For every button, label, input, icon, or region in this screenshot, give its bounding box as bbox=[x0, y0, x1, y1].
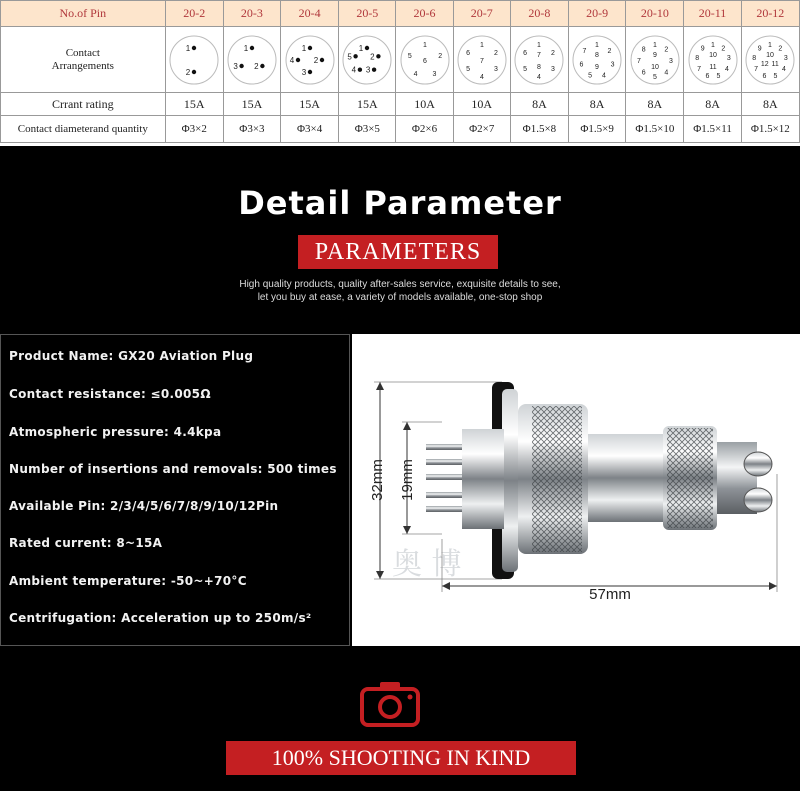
banner-title: Detail Parameter bbox=[238, 184, 562, 222]
pin-arrangement-diagram bbox=[456, 30, 508, 90]
pin-number: 5 bbox=[523, 65, 528, 73]
pin-arrangement-diagram bbox=[744, 30, 796, 90]
pin-number: 7 bbox=[696, 65, 701, 73]
diameter-cell: Φ1.5×8 bbox=[510, 116, 568, 143]
pin-number: 10 bbox=[766, 51, 775, 59]
diameter-cell: Φ1.5×10 bbox=[626, 116, 684, 143]
pin-diagram bbox=[569, 27, 626, 93]
rating-cell: 15A bbox=[281, 93, 339, 116]
pin-number: 3 bbox=[493, 65, 498, 73]
model-cell: 20-4 bbox=[281, 1, 339, 27]
model-cell: 20-8 bbox=[510, 1, 568, 27]
pin-number: 6 bbox=[762, 72, 767, 80]
pin-number: 1 bbox=[710, 41, 715, 49]
param-product-name: Product Name: GX20 Aviation Plug bbox=[9, 349, 254, 363]
pin-number: 3 bbox=[784, 54, 789, 62]
pin-number: 4 bbox=[602, 71, 606, 79]
pin-number: 7 bbox=[582, 47, 587, 55]
pin-dot bbox=[358, 67, 362, 71]
param-atmospheric-pressure: Atmospheric pressure: 4.4kpa bbox=[9, 425, 222, 439]
pin-number: 4 bbox=[289, 55, 294, 65]
rating-cell: 8A bbox=[741, 93, 799, 116]
pin-dot bbox=[250, 45, 254, 49]
arrangement-label-line1: Contact bbox=[65, 46, 100, 59]
header-row bbox=[1, 1, 800, 27]
pin-number: 5 bbox=[588, 71, 593, 79]
pin-number: 9 bbox=[652, 51, 657, 59]
rating-cell: 8A bbox=[684, 93, 741, 116]
connector-drawing bbox=[352, 334, 800, 646]
pin-number: 9 bbox=[758, 45, 762, 53]
connector-outline bbox=[170, 36, 218, 84]
pin-number: 4 bbox=[479, 73, 484, 81]
pin-dot bbox=[372, 67, 376, 71]
pin-number: 8 bbox=[641, 46, 646, 54]
parameter-list bbox=[0, 334, 350, 646]
diameter-cell: Φ3×5 bbox=[339, 116, 396, 143]
banner-tagline-1: High quality products, quality after-sales service, exquisite details to see, bbox=[239, 279, 561, 290]
rating-cell: 8A bbox=[626, 93, 684, 116]
diameter-cell: Φ3×4 bbox=[281, 116, 339, 143]
dimension-pin-label: 19mm bbox=[399, 459, 416, 501]
pin-dot bbox=[192, 69, 196, 73]
camera-icon bbox=[360, 679, 420, 729]
rating-label: Crrant rating bbox=[1, 93, 166, 116]
model-cell: 20-2 bbox=[165, 1, 223, 27]
pin-number: 1 bbox=[301, 43, 306, 53]
pin-number: 2 bbox=[437, 52, 442, 60]
diameter-label: Contact diameterand quantity bbox=[1, 116, 166, 143]
diameter-cell: Φ1.5×9 bbox=[569, 116, 626, 143]
pin-number: 10 bbox=[708, 51, 717, 59]
pin-arrangement-diagram bbox=[168, 30, 220, 90]
pin-number: 8 bbox=[595, 51, 600, 59]
pin-number: 4 bbox=[413, 70, 418, 78]
pin-number: 2 bbox=[551, 49, 556, 57]
pin-dot bbox=[319, 57, 323, 61]
model-cell: 20-9 bbox=[569, 1, 626, 27]
pin-number: 3 bbox=[431, 70, 436, 78]
pin-number: 5 bbox=[773, 72, 778, 80]
pin-diagram bbox=[396, 27, 453, 93]
pin-number: 3 bbox=[551, 65, 556, 73]
spec-table bbox=[0, 0, 800, 146]
pin-number: 6 bbox=[579, 61, 584, 69]
pin-dot bbox=[260, 63, 264, 67]
pin-number: 2 bbox=[607, 47, 612, 55]
pin-number: 2 bbox=[778, 45, 783, 53]
rating-cell: 15A bbox=[339, 93, 396, 116]
model-cell: 20-11 bbox=[684, 1, 741, 27]
diameter-cell: Φ2×6 bbox=[396, 116, 453, 143]
pin-number: 1 bbox=[537, 41, 542, 49]
model-cell: 20-3 bbox=[223, 1, 280, 27]
arrangement-row bbox=[1, 27, 800, 93]
watermark: 奥 博 bbox=[392, 547, 462, 582]
pin-number: 6 bbox=[422, 57, 427, 65]
pin-dot bbox=[192, 45, 196, 49]
banner-tagline-2: let you buy at ease, a variety of models available, one-stop shop bbox=[257, 292, 543, 303]
diameter-cell: Φ1.5×11 bbox=[684, 116, 741, 143]
pin-number: 2 bbox=[370, 51, 375, 61]
pin-dot bbox=[295, 57, 299, 61]
pin-number: 6 bbox=[641, 68, 646, 76]
connector-outline bbox=[228, 36, 276, 84]
param-rated-current: Rated current: 8~15A bbox=[9, 536, 163, 550]
pin-number: 5 bbox=[407, 52, 412, 60]
pin-number: 1 bbox=[243, 43, 249, 53]
product-photo bbox=[352, 334, 800, 646]
diameter-cell: Φ1.5×12 bbox=[741, 116, 799, 143]
pin-number: 5 bbox=[716, 72, 720, 80]
param-centrifugation: Centrifugation: Acceleration up to 250m/s² bbox=[9, 611, 312, 625]
pin-number: 3 bbox=[233, 61, 238, 71]
pin-number: 1 bbox=[595, 41, 600, 49]
pin-number: 8 bbox=[537, 63, 542, 71]
pin-number: 4 bbox=[351, 65, 357, 75]
pin-number: 5 bbox=[465, 65, 470, 73]
shooting-in-kind-section bbox=[0, 647, 800, 791]
dimension-length-label: 57mm bbox=[589, 586, 631, 603]
model-cell: 20-12 bbox=[741, 1, 799, 27]
pin-number: 8 bbox=[694, 54, 699, 62]
pin-number: 5 bbox=[347, 51, 353, 61]
pin-diagram bbox=[684, 27, 741, 93]
dimension-height-label: 32mm bbox=[369, 459, 386, 501]
pin-arrangement-diagram bbox=[226, 30, 278, 90]
pin-arrangement-diagram bbox=[513, 30, 565, 90]
pin-number: 2 bbox=[493, 49, 498, 57]
pin-number: 6 bbox=[465, 49, 470, 57]
pin-diagram bbox=[741, 27, 799, 93]
pin-diagram bbox=[453, 27, 510, 93]
diameter-cell: Φ3×3 bbox=[223, 116, 280, 143]
pin-number: 7 bbox=[754, 65, 759, 73]
pin-number: 8 bbox=[752, 54, 757, 62]
pin-number: 6 bbox=[705, 72, 709, 80]
pin-number: 11 bbox=[771, 60, 780, 68]
pin-number: 1 bbox=[422, 41, 427, 49]
param-contact-resistance: Contact resistance: ≤0.005Ω bbox=[9, 387, 211, 401]
pin-number: 2 bbox=[720, 45, 725, 53]
pin-diagram bbox=[223, 27, 280, 93]
detail-parameter-banner bbox=[0, 146, 800, 333]
pin-number: 4 bbox=[782, 65, 787, 73]
rating-cell: 10A bbox=[453, 93, 510, 116]
parameters-badge: PARAMETERS bbox=[298, 235, 498, 269]
arrangement-label bbox=[1, 27, 166, 93]
pin-arrangement-diagram bbox=[341, 30, 393, 90]
pin-number: 7 bbox=[636, 57, 641, 65]
pin-arrangement-diagram bbox=[571, 30, 623, 90]
rating-cell: 15A bbox=[165, 93, 223, 116]
diameter-cell: Φ2×7 bbox=[453, 116, 510, 143]
pin-number: 3 bbox=[301, 67, 306, 77]
pin-number: 2 bbox=[664, 46, 669, 54]
model-cell: 20-10 bbox=[626, 1, 684, 27]
param-available-pin: Available Pin: 2/3/4/5/6/7/8/9/10/12Pin bbox=[9, 499, 279, 513]
pin-number: 3 bbox=[366, 65, 371, 75]
rating-cell: 10A bbox=[396, 93, 453, 116]
pin-number: 7 bbox=[479, 57, 484, 65]
pin-arrangement-diagram bbox=[687, 30, 739, 90]
param-insertions: Number of insertions and removals: 500 times bbox=[9, 462, 337, 476]
model-cell: 20-5 bbox=[339, 1, 396, 27]
pin-header-label: No.of Pin bbox=[1, 1, 166, 27]
pin-number: 6 bbox=[523, 49, 528, 57]
pin-arrangement-diagram bbox=[399, 30, 451, 90]
model-cell: 20-7 bbox=[453, 1, 510, 27]
pin-number: 3 bbox=[726, 54, 731, 62]
pin-number: 11 bbox=[708, 63, 717, 71]
pin-number: 1 bbox=[652, 41, 657, 49]
pin-number: 3 bbox=[668, 57, 673, 65]
pin-diagram bbox=[510, 27, 568, 93]
pin-number: 1 bbox=[479, 41, 484, 49]
pin-number: 9 bbox=[700, 45, 705, 53]
pin-diagram bbox=[281, 27, 339, 93]
pin-arrangement-diagram bbox=[284, 30, 336, 90]
pin-number: 7 bbox=[537, 51, 542, 59]
pin-number: 2 bbox=[254, 61, 259, 71]
pin-dot bbox=[377, 54, 381, 58]
pin-diagram bbox=[626, 27, 684, 93]
pin-number: 5 bbox=[652, 73, 657, 81]
pin-number: 4 bbox=[724, 65, 729, 73]
pin-number: 2 bbox=[313, 55, 318, 65]
pin-arrangement-diagram bbox=[629, 30, 681, 90]
pin-number: 4 bbox=[537, 73, 542, 81]
pin-number: 1 bbox=[359, 43, 364, 53]
pin-dot bbox=[354, 54, 358, 58]
rating-cell: 8A bbox=[510, 93, 568, 116]
diameter-row bbox=[1, 116, 800, 143]
pin-dot bbox=[365, 45, 369, 49]
pin-number: 1 bbox=[185, 43, 191, 53]
pin-number: 10 bbox=[650, 63, 659, 71]
diameter-cell: Φ3×2 bbox=[165, 116, 223, 143]
pin-dot bbox=[307, 45, 311, 49]
pin-dot bbox=[307, 69, 311, 73]
shooting-in-kind-label: 100% SHOOTING IN KIND bbox=[226, 741, 576, 775]
rating-cell: 8A bbox=[569, 93, 626, 116]
param-ambient-temperature: Ambient temperature: -50~+70°C bbox=[9, 574, 247, 588]
pin-diagram bbox=[339, 27, 396, 93]
model-cell: 20-6 bbox=[396, 1, 453, 27]
rating-cell: 15A bbox=[223, 93, 280, 116]
pin-number: 12 bbox=[761, 60, 770, 68]
arrangement-label-line2: Arrangements bbox=[51, 59, 114, 72]
pin-number: 1 bbox=[768, 41, 773, 49]
pin-number: 9 bbox=[595, 63, 600, 71]
pin-diagram bbox=[165, 27, 223, 93]
pin-number: 4 bbox=[664, 68, 669, 76]
pin-number: 3 bbox=[610, 61, 615, 69]
pin-number: 2 bbox=[185, 67, 191, 77]
pin-dot bbox=[239, 63, 243, 67]
rating-row bbox=[1, 93, 800, 116]
